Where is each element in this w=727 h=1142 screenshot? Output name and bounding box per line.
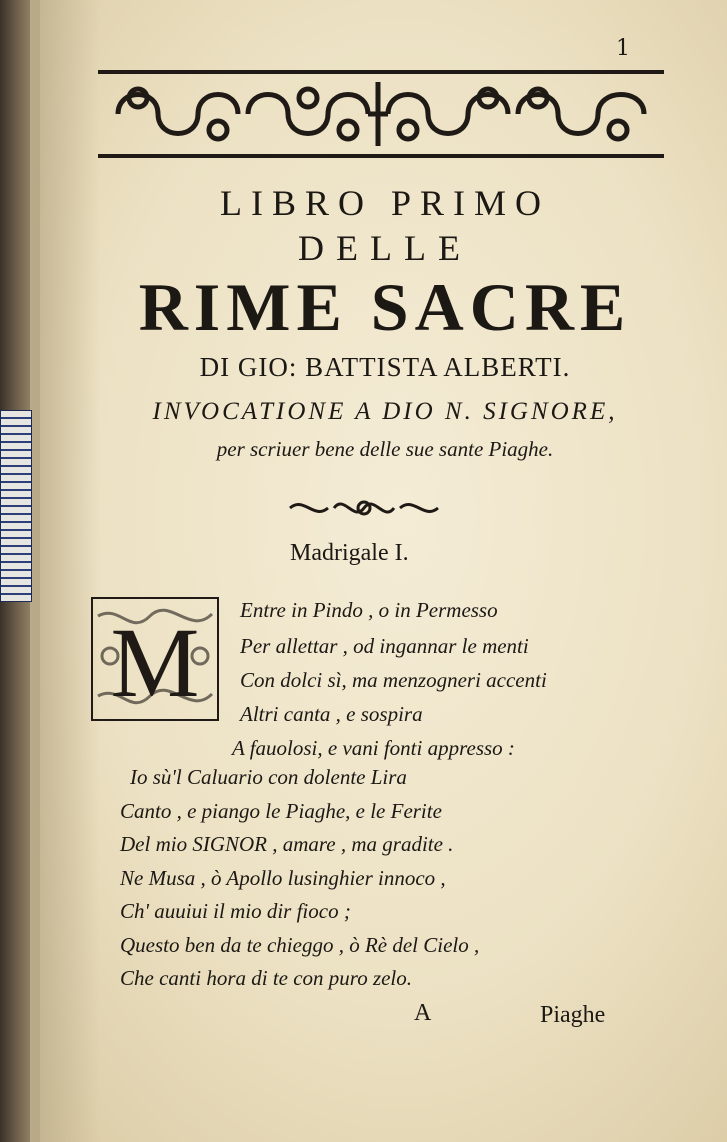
madrigal-heading: Madrigale I.	[290, 540, 409, 566]
invocation-heading: INVOCATIONE A DIO N. SIGNORE,	[152, 398, 618, 425]
verse-line-9: Ne Musa , ò Apollo lusinghier innoco ,	[120, 866, 446, 890]
verse-line-10: Ch' auuiui il mio dir fioco ;	[120, 899, 351, 923]
verse-line-6: Io sù'l Caluario con dolente Lira	[130, 765, 407, 789]
signature-mark: A	[414, 1000, 432, 1026]
verse-line-11: Questo ben da te chieggo , ò Rè del Cielo ,	[120, 933, 480, 957]
verse-line-7: Canto , e piango le Piaghe, e le Ferite	[120, 799, 442, 823]
verse-line-5: A fauolosi, e vani fonti appresso :	[232, 736, 515, 760]
title-line-1: LIBRO PRIMO	[219, 183, 551, 223]
title-author: DI GIO: BATTISTA ALBERTI.	[199, 352, 571, 382]
page-edge-wear	[30, 0, 100, 1142]
folio-number: 1	[616, 36, 630, 61]
svg-text:M: M	[110, 607, 200, 718]
catchword: Piaghe	[540, 1002, 606, 1028]
verse-line-1: Entre in Pindo , o in Permesso	[240, 598, 498, 622]
title-line-2: DELLE	[298, 228, 472, 268]
verse-line-4: Altri canta , e sospira	[240, 702, 423, 726]
invocation-subheading: per scriuer bene delle sue sante Piaghe.	[216, 437, 554, 461]
dropcap-initial-m	[90, 596, 220, 722]
verse-line-2: Per allettar , od ingannar le menti	[240, 634, 529, 658]
verse-line-8: Del mio SIGNOR , amare , ma gradite .	[120, 832, 454, 856]
verse-line-12: Che canti hora di te con puro zelo.	[120, 966, 413, 990]
verse-line-3: Con dolci sì, ma menzogneri accenti	[240, 668, 547, 692]
fleuron-ornament	[284, 490, 444, 526]
title-line-3: RIME SACRE	[138, 269, 632, 345]
binding-label	[0, 410, 32, 602]
headpiece-ornament	[98, 68, 664, 160]
